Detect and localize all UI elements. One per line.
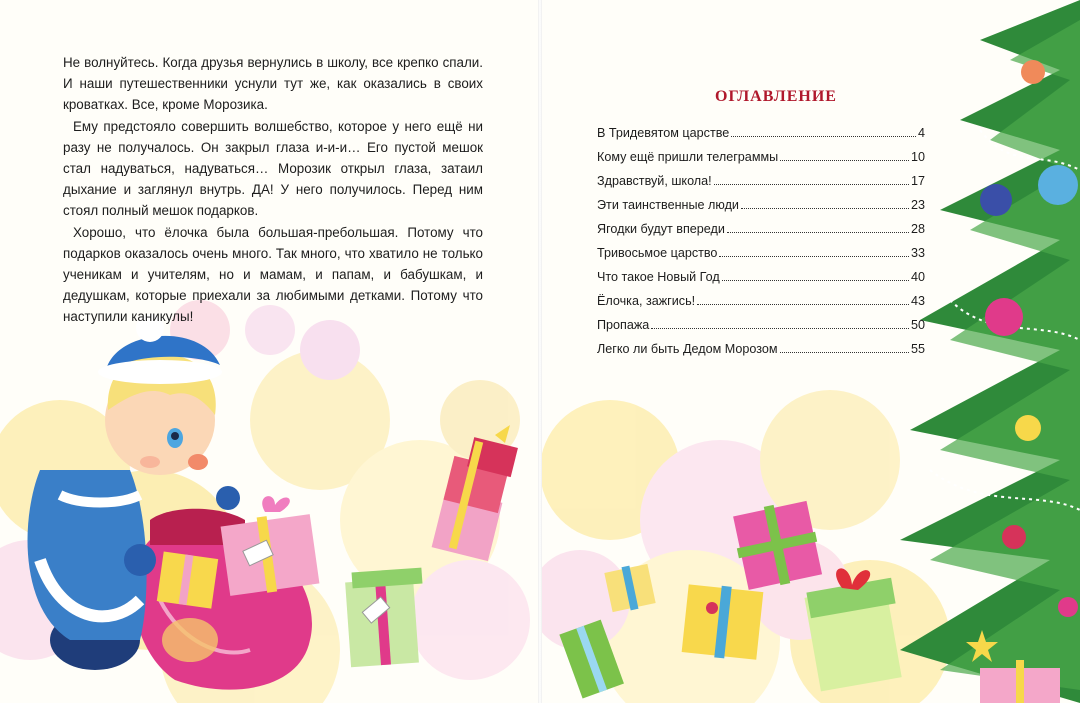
toc-entry-title: Кому ещё пришли телеграммы xyxy=(597,150,779,164)
toc-entry-page: 17 xyxy=(910,174,925,188)
toc-entry-page: 43 xyxy=(910,294,925,308)
toc-dot-leader xyxy=(727,232,909,233)
right-page xyxy=(540,0,1080,703)
gift-box-blue-yellow xyxy=(682,584,764,659)
story-paragraph: Ему предстояло совершить волшебство, которое у него ещё ни разу не получалось. Он закрыл глаза и-и-и… Его пустой мешок стал надуваться, надуваться… Морозик открыл глаза, затаил дыхание и заглянул внутрь. ДА! У него получилось. Перед ним стоял полный мешок подарков. xyxy=(63,118,483,219)
toc-entry-title: Пропажа xyxy=(597,318,650,332)
toc-entry-page: 4 xyxy=(917,126,925,140)
toc-entry[interactable] xyxy=(597,174,925,198)
table-of-contents xyxy=(597,126,925,366)
toc-entry-title: Ёлочка, зажгись! xyxy=(597,294,696,308)
toc-entry-title: Здравствуй, школа! xyxy=(597,174,712,188)
toc-dot-leader xyxy=(697,304,909,305)
toc-entry-page: 50 xyxy=(910,318,925,332)
toc-entry[interactable] xyxy=(597,126,925,150)
toc-title: ОГЛАВЛЕНИЕ xyxy=(715,88,837,105)
toc-entry[interactable] xyxy=(597,198,925,222)
toc-entry-title: Легко ли быть Дедом Морозом xyxy=(597,342,778,356)
toc-entry[interactable] xyxy=(597,342,925,366)
toc-entry-page: 23 xyxy=(910,198,925,212)
toc-entry[interactable] xyxy=(597,270,925,294)
toc-dot-leader xyxy=(780,160,909,161)
toc-entry-page: 10 xyxy=(910,150,925,164)
toc-entry-page: 28 xyxy=(910,222,925,236)
toc-entry-title: Ягодки будут впереди xyxy=(597,222,725,236)
toc-dot-leader xyxy=(722,280,909,281)
gift-box-pink xyxy=(733,501,822,590)
toc-entry-page: 33 xyxy=(910,246,925,260)
toc-entry[interactable] xyxy=(597,294,925,318)
toc-dot-leader xyxy=(780,352,909,353)
gift-box-pink xyxy=(221,496,320,596)
toc-entry-title: Тривосьмое царство xyxy=(597,246,718,260)
toc-entry-title: Эти таинственные люди xyxy=(597,198,739,212)
toc-dot-leader xyxy=(714,184,909,185)
toc-entry[interactable] xyxy=(597,246,925,270)
book-gutter xyxy=(538,0,542,703)
toc-entry-page: 40 xyxy=(910,270,925,284)
story-paragraph: Хорошо, что ёлочка была большая-пребольшая. Потому что подарков оказалось очень много. Так много, что хватило не только ученикам и учителям, но и мамам, и папам, и бабушкам, и дедушкам, которые приехали за любимыми детками. Потому что наступили каникулы! xyxy=(63,224,483,325)
story-text xyxy=(63,52,483,328)
toc-dot-leader xyxy=(731,136,916,137)
toc-entry-title: В Тридевятом царстве xyxy=(597,126,730,140)
gift-box-yellow xyxy=(157,551,218,608)
gift-box-striped xyxy=(345,568,422,668)
toc-dot-leader xyxy=(741,208,909,209)
toc-dot-leader xyxy=(651,328,909,329)
toc-entry[interactable] xyxy=(597,150,925,174)
toc-entry[interactable] xyxy=(597,318,925,342)
toc-entry[interactable] xyxy=(597,222,925,246)
story-paragraph: Не волнуйтесь. Когда друзья вернулись в школу, все крепко спали. И наши путешественники уснули тут же, как оказались в своих кроватках. Все, кроме Морозика. xyxy=(63,55,483,113)
toc-dot-leader xyxy=(719,256,909,257)
toc-entry-page: 55 xyxy=(910,342,925,356)
toc-entry-title: Что такое Новый Год xyxy=(597,270,720,284)
